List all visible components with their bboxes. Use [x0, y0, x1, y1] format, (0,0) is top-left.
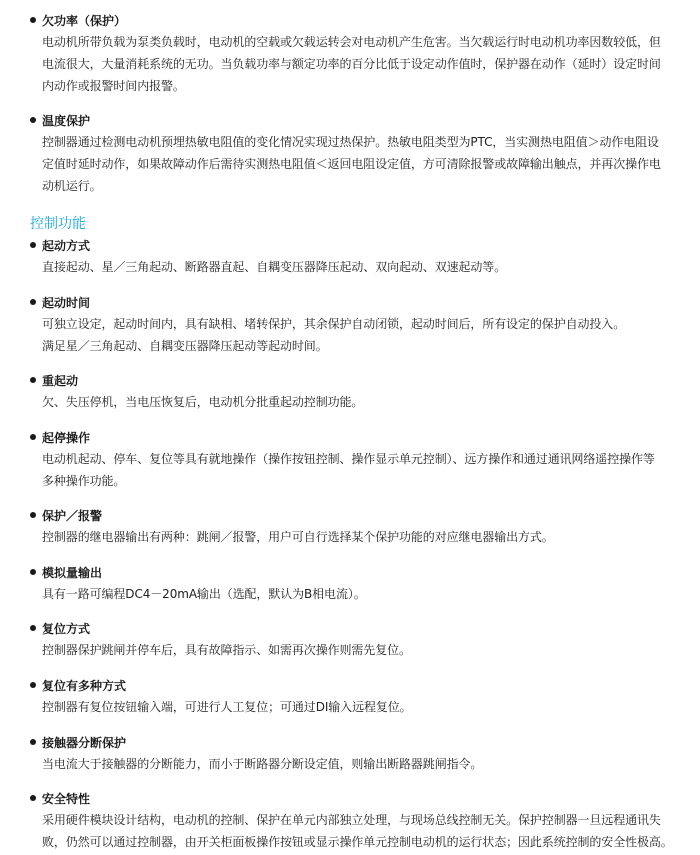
body-line: 控制器通过检测电动机预埋热敏电阻值的变化情况实现过热保护。热敏电阻类型为PTC，当实测热电阻值＞动作电阻设	[42, 135, 659, 149]
item-title: 保护／报警	[42, 509, 103, 523]
bullet-icon	[30, 117, 36, 123]
item-start-mode	[0, 236, 700, 278]
item-body	[42, 583, 682, 605]
body-line: 电动机所带负载为泵类负载时，电动机的空载或欠载运转会对电动机产生危害。当欠载运行时电动机功率因数较低，但	[42, 35, 661, 49]
body-line: 败，仍然可以通过控制器，由开关柜面板操作按钮或显示操作单元控制电动机的运行状态；因此系统控制的安全性极高。	[42, 835, 673, 849]
bullet-icon	[30, 242, 36, 248]
item-head	[0, 111, 700, 131]
bullet-icon	[30, 299, 36, 305]
bullet-icon	[30, 682, 36, 688]
body-line: 可独立设定，起动时间内，具有缺相、堵转保护，其余保护自动闭锁，起动时间后，所有设定的保护自动投入。	[42, 317, 626, 331]
body-line: 当电流大于接触器的分断能力，而小于断路器分断设定值，则输出断路器跳闸指令。	[42, 757, 483, 771]
bullet-icon	[30, 625, 36, 631]
body-line: 欠、失压停机，当电压恢复后，电动机分批重起动控制功能。	[42, 395, 364, 409]
item-body	[42, 391, 682, 413]
body-line: 控制器的继电器输出有两种：跳闸／报警，用户可自行选择某个保护功能的对应继电器输出方式。	[42, 530, 554, 544]
bullet-icon	[30, 569, 36, 575]
item-reset-mode	[0, 619, 700, 661]
item-body	[42, 639, 682, 661]
item-head	[0, 733, 700, 753]
item-body	[42, 256, 682, 278]
bullet-icon	[30, 377, 36, 383]
item-title: 复位有多种方式	[42, 679, 127, 693]
item-body	[42, 31, 682, 97]
body-line: 定值时延时动作，如果故障动作后需待实测热电阻值＜返回电阻设定值，方可清除报警或故障输出触点，并再次操作电	[42, 157, 661, 171]
item-head	[0, 11, 700, 31]
item-underpower-protection	[0, 11, 700, 97]
item-title: 起动方式	[42, 239, 91, 253]
item-body	[42, 448, 682, 492]
item-head	[0, 619, 700, 639]
item-title: 重起动	[42, 374, 79, 388]
item-head	[0, 293, 700, 313]
bullet-icon	[30, 17, 36, 23]
item-title: 安全特性	[42, 792, 91, 806]
item-safety-features	[0, 789, 700, 853]
item-title: 起停操作	[42, 431, 91, 445]
body-line: 满足星／三角起动、自耦变压器降压起动等起动时间。	[42, 339, 328, 353]
section-heading-control: 控制功能	[30, 216, 86, 232]
body-line: 电流很大，大量消耗系统的无功。当负载功率与额定功率的百分比低于设定动作值时，保护器在动作（延时）设定时间	[42, 57, 661, 71]
body-line: 直接起动、星／三角起动、断路器直起、自耦变压器降压起动、双向起动、双速起动等。	[42, 260, 507, 274]
item-head	[0, 506, 700, 526]
item-body	[42, 753, 682, 775]
body-line: 动机运行。	[42, 179, 102, 193]
item-body	[42, 809, 682, 853]
item-analog-output	[0, 563, 700, 605]
item-head	[0, 676, 700, 696]
body-line: 控制器有复位按钮输入端，可进行人工复位；可通过DI输入远程复位。	[42, 700, 412, 714]
item-contactor-breaking-protection	[0, 733, 700, 775]
item-head	[0, 236, 700, 256]
item-restart	[0, 371, 700, 413]
item-body	[42, 131, 682, 197]
item-head	[0, 563, 700, 583]
item-head	[0, 789, 700, 809]
body-line: 控制器保护跳闸并停车后，具有故障指示、如需再次操作则需先复位。	[42, 643, 411, 657]
bullet-icon	[30, 512, 36, 518]
body-line: 内动作或报警时间内报警。	[42, 79, 185, 93]
item-body	[42, 313, 682, 357]
item-title: 复位方式	[42, 622, 91, 636]
body-line: 多种操作功能。	[42, 474, 126, 488]
item-body	[42, 696, 682, 718]
item-title: 欠功率（保护）	[42, 14, 127, 28]
item-head	[0, 428, 700, 448]
item-protection-alarm	[0, 506, 700, 548]
body-line: 具有一路可编程DC4－20mA输出（选配，默认为B相电流）。	[42, 587, 366, 601]
item-title: 接触器分断保护	[42, 736, 127, 750]
item-body	[42, 526, 682, 548]
item-start-stop-operation	[0, 428, 700, 492]
body-line: 电动机起动、停车、复位等具有就地操作（操作按钮控制、操作显示单元控制）、远方操作和通过通讯网络遥控操作等	[42, 452, 655, 466]
item-title: 起动时间	[42, 296, 91, 310]
body-line: 采用硬件模块设计结构，电动机的控制、保护在单元内部独立处理，与现场总线控制无关。保护控制器一旦远程通讯失	[42, 813, 661, 827]
bullet-icon	[30, 795, 36, 801]
item-start-time	[0, 293, 700, 357]
item-title: 温度保护	[42, 114, 91, 128]
item-head	[0, 371, 700, 391]
bullet-icon	[30, 739, 36, 745]
item-title: 模拟量输出	[42, 566, 103, 580]
item-temperature-protection	[0, 111, 700, 197]
item-multiple-reset-modes	[0, 676, 700, 718]
bullet-icon	[30, 434, 36, 440]
